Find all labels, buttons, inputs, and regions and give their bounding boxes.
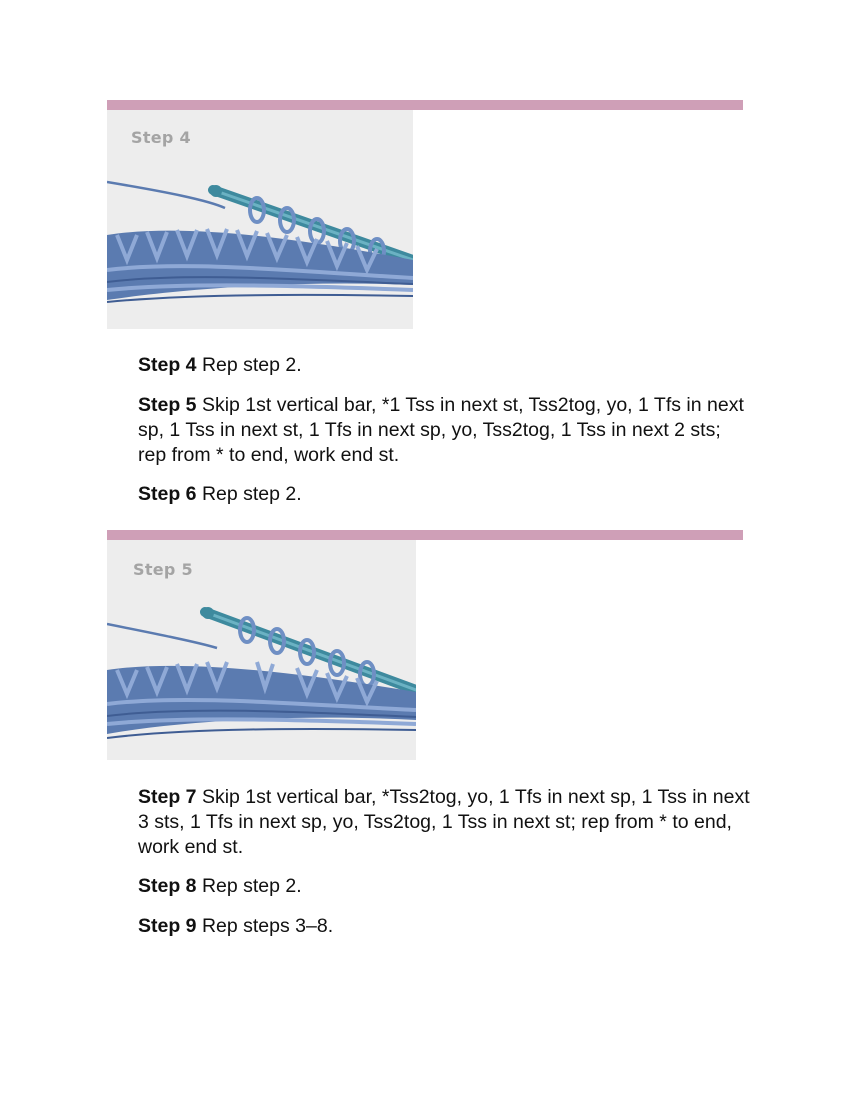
step-paragraph	[138, 393, 750, 468]
photo-step-label: Step 4	[131, 128, 191, 147]
step-text: Skip 1st vertical bar, *1 Tss in next st, Tss2tog, yo, 1 Tfs in next sp, 1 Tss in next st, 1 Tfs in next sp, yo, Tss2tog, 1 Tss in next 2 sts; rep from * to end, work end st.	[138, 394, 744, 466]
step-text: Rep steps 3–8.	[201, 915, 334, 937]
step-photo	[107, 540, 416, 760]
section-divider	[107, 530, 743, 540]
step-text: Rep step 2.	[201, 483, 302, 505]
step-paragraph	[138, 914, 750, 939]
step-paragraph	[138, 353, 750, 378]
section-divider	[107, 100, 743, 110]
step-label: Step 8	[138, 875, 197, 897]
step-label: Step 7	[138, 786, 197, 808]
step-photo	[107, 110, 413, 329]
step-text: Rep step 2.	[201, 875, 302, 897]
step-label: Step 6	[138, 483, 197, 505]
step-text: Skip 1st vertical bar, *Tss2tog, yo, 1 Tfs in next sp, 1 Tss in next 3 sts, 1 Tfs in next sp, yo, Tss2tog, 1 Tss in next st; rep from * to end, work end st.	[138, 786, 750, 858]
photo-step-label: Step 5	[133, 560, 193, 579]
step-paragraph	[138, 482, 750, 507]
step-paragraph	[138, 785, 750, 860]
step-paragraph	[138, 874, 750, 899]
step-label: Step 9	[138, 915, 197, 937]
step-label: Step 4	[138, 354, 197, 376]
step-label: Step 5	[138, 394, 197, 416]
step-text: Rep step 2.	[201, 354, 302, 376]
